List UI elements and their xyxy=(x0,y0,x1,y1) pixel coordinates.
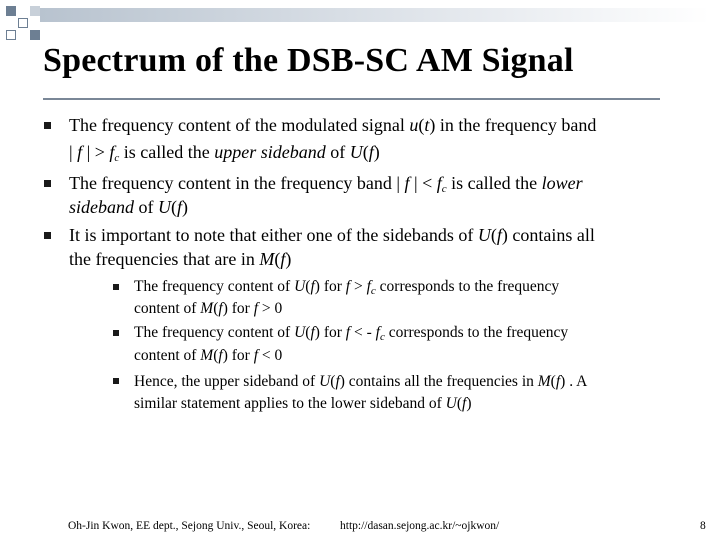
corner-square-decoration xyxy=(6,6,16,16)
corner-square-decoration xyxy=(30,6,40,16)
square-bullet-icon xyxy=(44,122,51,129)
square-bullet-icon xyxy=(113,330,119,336)
corner-square-decoration xyxy=(30,30,40,40)
bullet-1-line-1: The frequency content of the modulated signal u(t) in the frequency band xyxy=(69,115,597,135)
title-divider xyxy=(43,98,660,100)
page-title: Spectrum of the DSB-SC AM Signal xyxy=(43,42,574,79)
subbullet-1-line-2: content of M(f) for f > 0 xyxy=(134,300,283,317)
corner-square-decoration xyxy=(18,18,28,28)
bullet-3-line-1: It is important to note that either one of the sidebands of U(f) contains all xyxy=(69,225,595,245)
subbullet-2-line-1: The frequency content of U(f) for f < - fc corresponds to the frequency xyxy=(134,324,569,343)
page-number: 8 xyxy=(700,520,706,532)
square-bullet-icon xyxy=(113,284,119,290)
corner-square-decoration xyxy=(6,30,16,40)
subbullet-1-line-1: The frequency content of U(f) for f > fc corresponds to the frequency xyxy=(134,278,560,297)
footer-url[interactable]: http://dasan.sejong.ac.kr/~ojkwon/ xyxy=(340,520,500,532)
subbullet-2-line-2: content of M(f) for f < 0 xyxy=(134,347,283,364)
bullet-3-line-2: the frequencies that are in M(f) xyxy=(69,249,292,269)
header-gradient-bar xyxy=(40,8,710,22)
square-bullet-icon xyxy=(44,232,51,239)
footer-author: Oh-Jin Kwon, EE dept., Sejong Univ., Seoul, Korea: xyxy=(68,520,311,532)
square-bullet-icon xyxy=(113,378,119,384)
bullet-2-line-1: The frequency content in the frequency band | f | < fc is called the lower xyxy=(69,173,583,195)
square-bullet-icon xyxy=(44,180,51,187)
bullet-2-line-2: sideband of U(f) xyxy=(69,197,189,217)
subbullet-3-line-2: similar statement applies to the lower sideband of U(f) xyxy=(134,395,472,412)
subbullet-3-line-1: Hence, the upper sideband of U(f) contains all the frequencies in M(f) . A xyxy=(134,373,588,390)
bullet-1-line-2: | f | > fc is called the upper sideband of U(f) xyxy=(69,142,380,164)
